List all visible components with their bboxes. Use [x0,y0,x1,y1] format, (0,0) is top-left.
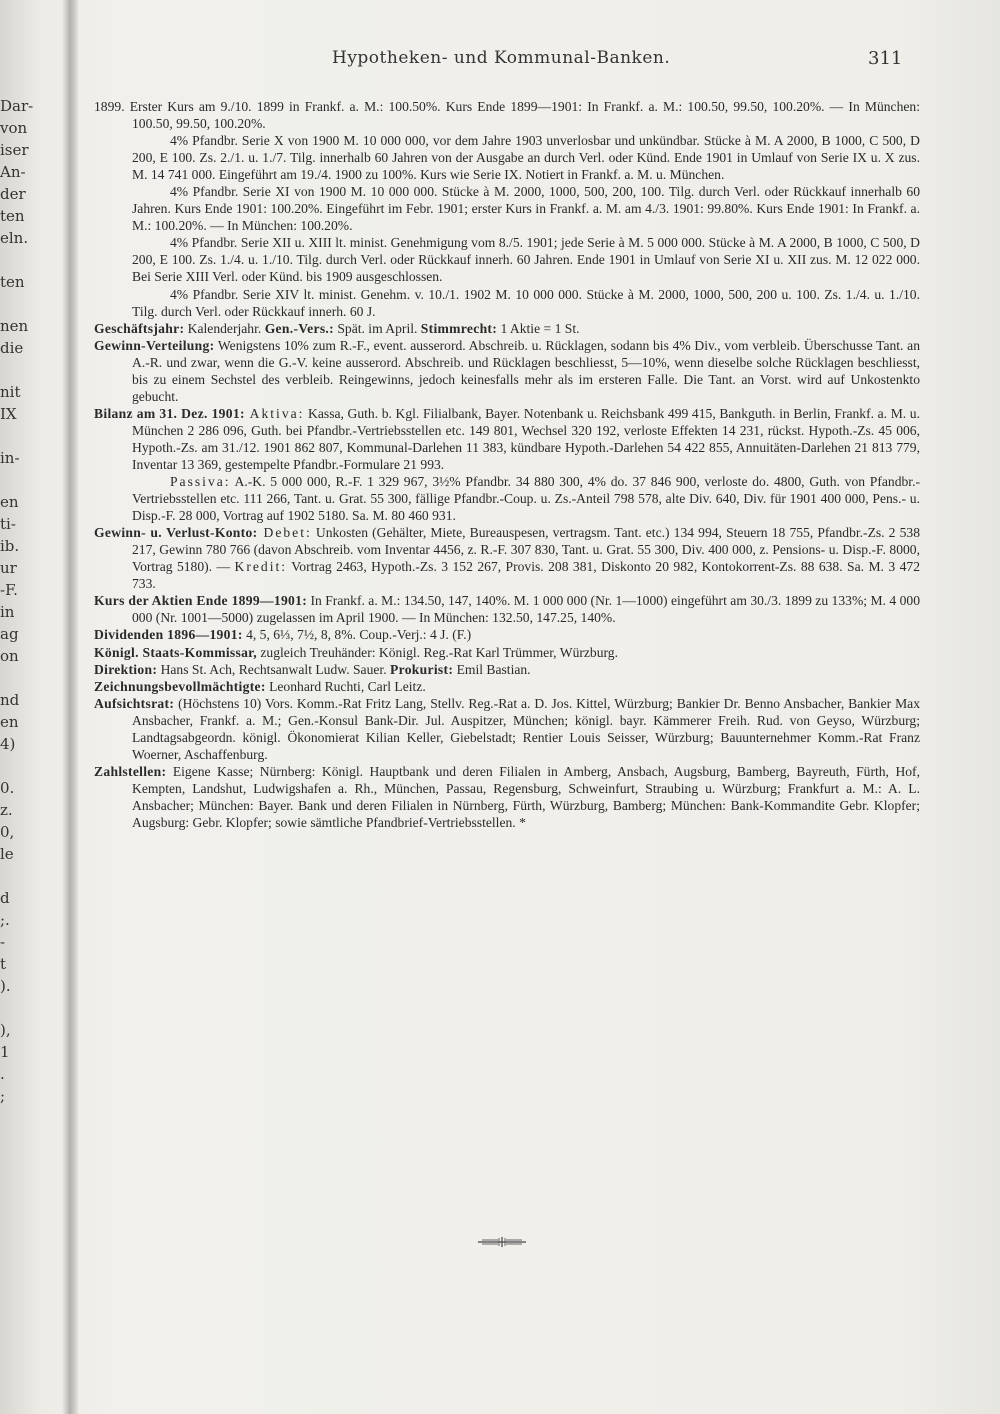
section-geschaeftsjahr [94,320,920,337]
section-kurs-der-aktien [94,592,920,626]
zeichnung-text: Leonhard Ruchti, Carl Leitz. [265,678,426,694]
bilanz-aktiva-label: Aktiva: [244,405,305,421]
stimmrecht-text: 1 Aktie = 1 St. [497,320,580,336]
direktion-label: Direktion: [94,661,158,677]
article-body [94,98,920,831]
staatskommissar-text: zugleich Treuhänder: Königl. Reg.-Rat Karl Trümmer, Würzburg. [256,644,618,660]
dividenden-label: Dividenden 1896—1901: [94,627,243,643]
zahlstellen-text: Eigene Kasse; Nürnberg: Königl. Hauptbank und deren Filialen in Amberg, Ansbach, Augsburg, Bamberg, Bayreuth, Fürth, Hof, Kempten, Landshut, Ludwigshafen a. Rh., München, Passau, Regensburg, Schweinfurt, Straubing u. Würzburg; Frankfurt a. M.: A. L. Ansbacher; München: Bayer. Bank und deren Filialen in Nürnberg, Fürth, Würzburg, Bamberg; München: Bank-Kommandite Gebr. Klopfer; Augsburg: Gebr. Klopfer; sowie sämtliche Pfandbrief-Vertriebsstellen. * [132,763,920,830]
bilanz-passiva-label: Passiva: [170,474,231,490]
header-title: Hypotheken- und Kommunal-Banken. [332,48,671,68]
section-zahlstellen [94,763,920,831]
gewinnverteilung-label: Gewinn-Verteilung: [94,337,215,353]
section-gewinn-verlust-konto [94,524,920,592]
gvkonto-kredit-label: Kredit: [234,559,288,575]
zahlstellen-label: Zahlstellen: [94,763,167,779]
paragraph-pfandbr-serie-x: 4% Pfandbr. Serie X von 1900 M. 10 000 000, vor dem Jahre 1903 unverlosbar und unkündbar. Stücke à M. A 2000, B 1000, C 500, D 200, E 100. Zs. 2./1. u. 1./7. Tilg. innerhalb 60 Jahren von der Ausgabe an durch Verl. oder Künd. Ende 1901 in Umlauf von Serie IX u. X zus. M. 14 741 000. Eingeführt am 19./4. 1900 zu 100%. Kurs wie Serie IX. Notiert in Frankf. a. M. u. München. [132,133,920,183]
section-direktion [94,661,920,678]
page-number: 311 [868,48,903,69]
bilanz-label: Bilanz am 31. Dez. 1901: [94,405,245,421]
section-bilanz-aktiva [94,405,920,473]
aufsichtsrat-label: Aufsichtsrat: [94,695,175,711]
paragraph-pfandbr-serie-xi: 4% Pfandbr. Serie XI von 1900 M. 10 000 000. Stücke à M. 2000, 1000, 500, 200, 100. Tilg. durch Verl. oder Rückkauf innerhalb 60 Jahren. Kurs Ende 1901: 100.20%. Eingeführt im Febr. 1901; erster Kurs in Frankf. a. M. am 4./3. 1901: 99.80%. Kurs Ende 1901: In Frankf. a. M.: 100.20%. — In München: 100.20%. [132,184,920,234]
genvers-label: Gen.-Vers.: [264,320,334,336]
gvkonto-debet-text: Unkosten (Gehälter, Miete, Bureauspesen, vertragsm. Tant. etc.) 134 994, Steuern 18 755, Pfandbr.-Zs. 2 538 217, Gewinn 780 766 (davon Abschreib. vom Inventar 4456, z. R.-F. 307 830, Tant. u. Grat. 55 300, Div. 400 000, z. Pensions- u. Disp.-F. 8000, Vortrag 5180). — [132,525,920,575]
gvkonto-label: Gewinn- u. Verlust-Konto: [94,525,258,541]
zeichnung-label: Zeichnungsbevollmächtigte: [94,678,266,694]
stimmrecht-label: Stimmrecht: [420,320,498,336]
prokurist-label: Prokurist: [390,661,454,677]
section-gewinn-verteilung [94,337,920,405]
geschaeftsjahr-text: Kalenderjahr. [184,320,265,336]
kurs-text: In Frankf. a. M.: 134.50, 147, 140%. M. 1 000 000 (Nr. 1—1000) eingeführt am 30./3. 1899 zu 133%; M. 4 000 000 (Nr. 1001—5000) zugelassen im April 1900. — In München: 132.50, 147.25, 140%. [132,593,920,626]
binding-gutter-shadow [62,0,78,1414]
paragraph-pfandbr-serie-xii-xiii: 4% Pfandbr. Serie XII u. XIII lt. minist. Genehmigung vom 8./5. 1901; jede Serie à M. 5 000 000. Stücke à M. A 2000, B 1000, C 500, D 200, E 100. Zs. 1./4. u. 1./10. Tilg. durch Verl. oder Rückkauf innerh. 60 Jahren. Ende 1901 in Umlauf von Serie XI u. XII zus. M. 12 022 000. Bei Serie XIII Verl. oder Künd. bis 1909 ausgeschlossen. [132,235,920,285]
gewinnverteilung-text: Wenigstens 10% zum R.-F., event. ausserord. Abschreib. u. Rücklagen, sodann bis 4% Div., vom verbleib. Überschusse Tant. an A.-R. und zwar, wenn die G.-V. keine ausserord. Abschreib. und Rücklagen beschliesst, 5—10%, wenn dieselbe solche Rücklagen beschliesst, bis zu einem Sechstel des verbleib. Reingewinns, jedoch keinesfalls mehr als im ersteren Falle. Die Tant. an Vorst. wird auf Unkostenkto gebucht. [132,337,920,404]
bilanz-aktiva-text: Kassa, Guth. b. Kgl. Filialbank, Bayer. Notenbank u. Reichsbank 499 415, Bankguth. in Berlin, Frankf. a. M. u. München 2 286 096, Guth. bei Pfandbr.-Vertriebsstellen etc. 149 801, Wechsel 320 192, verloste Effekten 14 231, rückst. Hypoth.-Zs. 45 006, Hypoth.-Zs. am 31./12. 1901 862 807, Kommunal-Darlehen 11 383, kündbare Hypoth.-Darlehen 54 422 855, Annuitäten-Darlehen 21 813 779, Inventar 13 369, gestempelte Pfandbr.-Formulare 21 993. [132,405,920,472]
paragraph-kurs-serie-ix: 1899. Erster Kurs am 9./10. 1899 in Frankf. a. M.: 100.50%. Kurs Ende 1899—1901: In Frankf. a. M.: 100.50, 99.50, 100.20%. — In München: 100.50, 99.50, 100.20%. [94,99,920,132]
section-zeichnungsbevollmaechtigte [94,678,920,695]
section-bilanz-passiva [94,473,920,524]
aufsichtsrat-text: (Höchstens 10) Vors. Komm.-Rat Fritz Lang, Stellv. Reg.-Rat a. D. Jos. Kittel, Würzburg; Bankier Dr. Benno Ansbacher, Bankier Max Ansbacher, Frankf. a. M.; Gen.-Konsul Bank-Dir. Jul. Auspitzer, München; königl. bayr. Kämmerer Freih. Rud. von Geyso, Würzburg; Landtagsabgeordn. königl. Ökonomierat Kilian Keller, Giebelstadt; Rentier Louis Seisser, Würzburg; Bauunternehmer Komm.-Rat Franz Woerner, Aschaffenburg. [132,695,920,762]
running-header [0,48,1000,74]
section-aufsichtsrat [94,695,920,763]
staatskommissar-label: Königl. Staats-Kommissar, [94,644,257,660]
geschaeftsjahr-label: Geschäftsjahr: [94,320,185,336]
prokurist-text: Emil Bastian. [453,661,531,677]
section-dividenden [94,626,920,643]
section-end-ornament [452,1236,552,1248]
paragraph-pfandbr-serie-xiv: 4% Pfandbr. Serie XIV lt. minist. Genehm. v. 10./1. 1902 M. 10 000 000. Stücke à M. 2000, 1000, 500, 200 u. 100. Zs. 1./4. u. 1./10. Tilg. durch Verl. oder Rückkauf innerh. 60 J. [132,286,920,319]
bilanz-passiva-text: A.-K. 5 000 000, R.-F. 1 329 967, 3½% Pfandbr. 34 880 300, 4% do. 37 846 900, verloste do. 4800, Guth. von Pfandbr.-Vertriebsstellen etc. 111 266, Tant. u. Grat. 55 300, fällige Pfandbr.-Coup. u. Zs.-Anteil 798 578, alte Div. 640, Div. für 1901 400 000, Pens.- u. Disp.-F. 28 000, Vortrag auf 1902 5180. Sa. M. 80 460 931. [132,474,920,524]
genvers-text: Spät. im April. [333,320,421,336]
direktion-text: Hans St. Ach, Rechtsanwalt Ludw. Sauer. [157,661,390,677]
section-staats-kommissar [94,644,920,661]
dividenden-text: 4, 5, 6⅓, 7½, 8, 8%. Coup.-Verj.: 4 J. (F.) [242,627,472,643]
kurs-label: Kurs der Aktien Ende 1899—1901: [94,593,308,609]
gvkonto-kredit-text: Vortrag 2463, Hypoth.-Zs. 3 152 267, Provis. 208 381, Diskonto 20 982, Kontokorrent-Zs. 88 638. Sa. M. 3 472 733. [132,559,920,592]
gvkonto-debet-label: Debet: [257,525,312,541]
previous-page-edge-fragments: Dar- von iser An- der ten eln. ten nen die nit IX in- en ti- ib. ur -F. in ag on nd en 4) 0. z. 0, le d ;. - t ). ), 1 . ; [0,97,34,1105]
